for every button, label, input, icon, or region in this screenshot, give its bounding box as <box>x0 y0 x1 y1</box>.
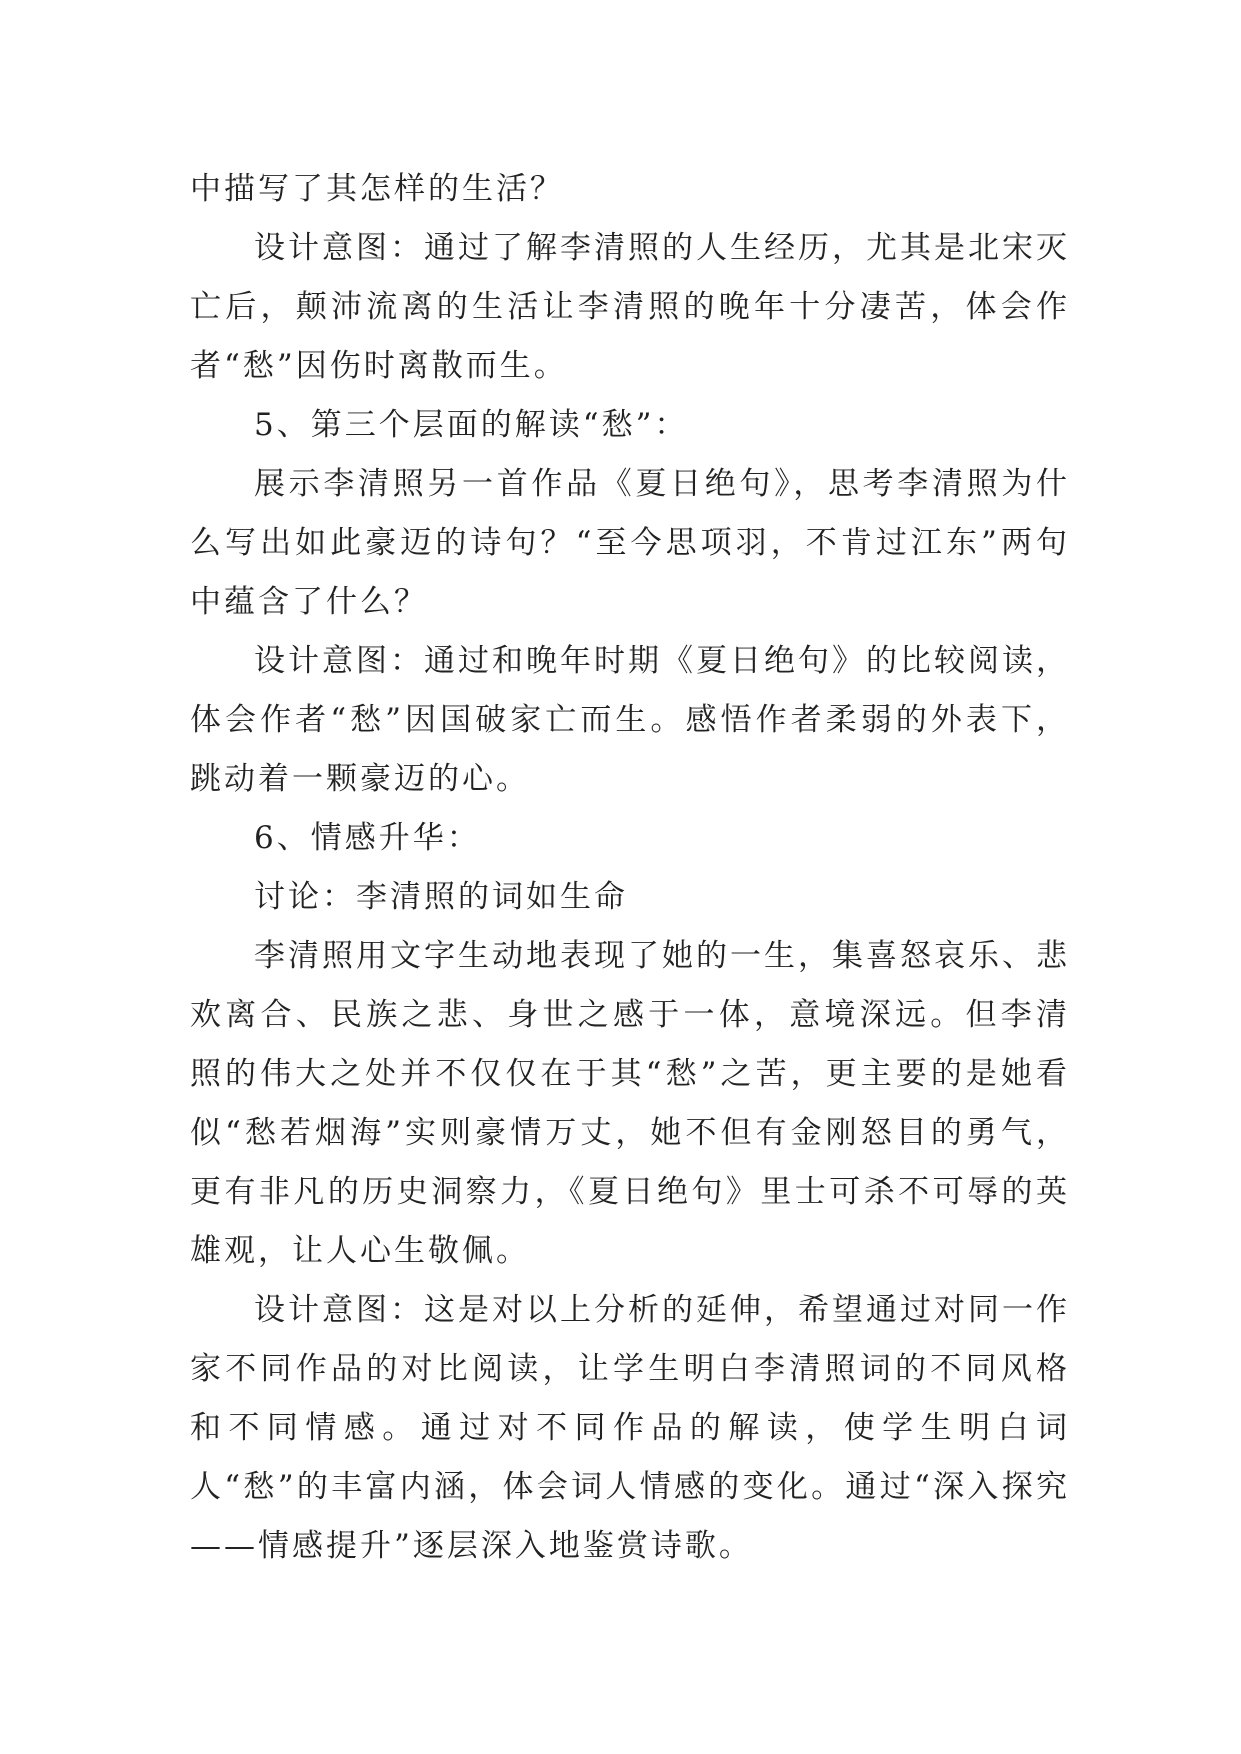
paragraph-3: 5、第三个层面的解读“愁”： <box>254 407 689 443</box>
paragraph-5: 设计意图：通过和晚年时期《夏日绝句》的比较阅读，体会作者“愁”因国破家亡而生。感悟作者柔弱的外表下，跳动着一颗豪迈的心。 <box>190 643 1070 797</box>
paragraph-2: 设计意图：通过了解李清照的人生经历，尤其是北宋灭亡后，颠沛流离的生活让李清照的晚年十分凄苦，体会作者“愁”因伤时离散而生。 <box>190 230 1070 384</box>
paragraph-1: 中描写了其怎样的生活？ <box>190 171 564 207</box>
paragraph-9: 设计意图：这是对以上分析的延伸，希望通过对同一作家不同作品的对比阅读，让学生明白李清照词的不同风格和不同情感。通过对不同作品的解读，使学生明白词人“愁”的丰富内涵，体会词人情感的变化。通过“深入探究——情感提升”逐层深入地鉴赏诗歌。 <box>190 1292 1070 1564</box>
paragraph-7: 讨论：李清照的词如生命 <box>254 879 628 915</box>
paragraph-4: 展示李清照另一首作品《夏日绝句》，思考李清照为什么写出如此豪迈的诗句？“至今思项羽，不肯过江东”两句中蕴含了什么？ <box>190 466 1070 620</box>
paragraph-6: 6、情感升华： <box>254 820 481 856</box>
document-body <box>190 160 1070 1576</box>
paragraph-8: 李清照用文字生动地表现了她的一生，集喜怒哀乐、悲欢离合、民族之悲、身世之感于一体，意境深远。但李清照的伟大之处并不仅仅在于其“愁”之苦，更主要的是她看似“愁若烟海”实则豪情万丈，她不但有金刚怒目的勇气，更有非凡的历史洞察力，《夏日绝句》里士可杀不可辱的英雄观，让人心生敬佩。 <box>190 938 1070 1269</box>
